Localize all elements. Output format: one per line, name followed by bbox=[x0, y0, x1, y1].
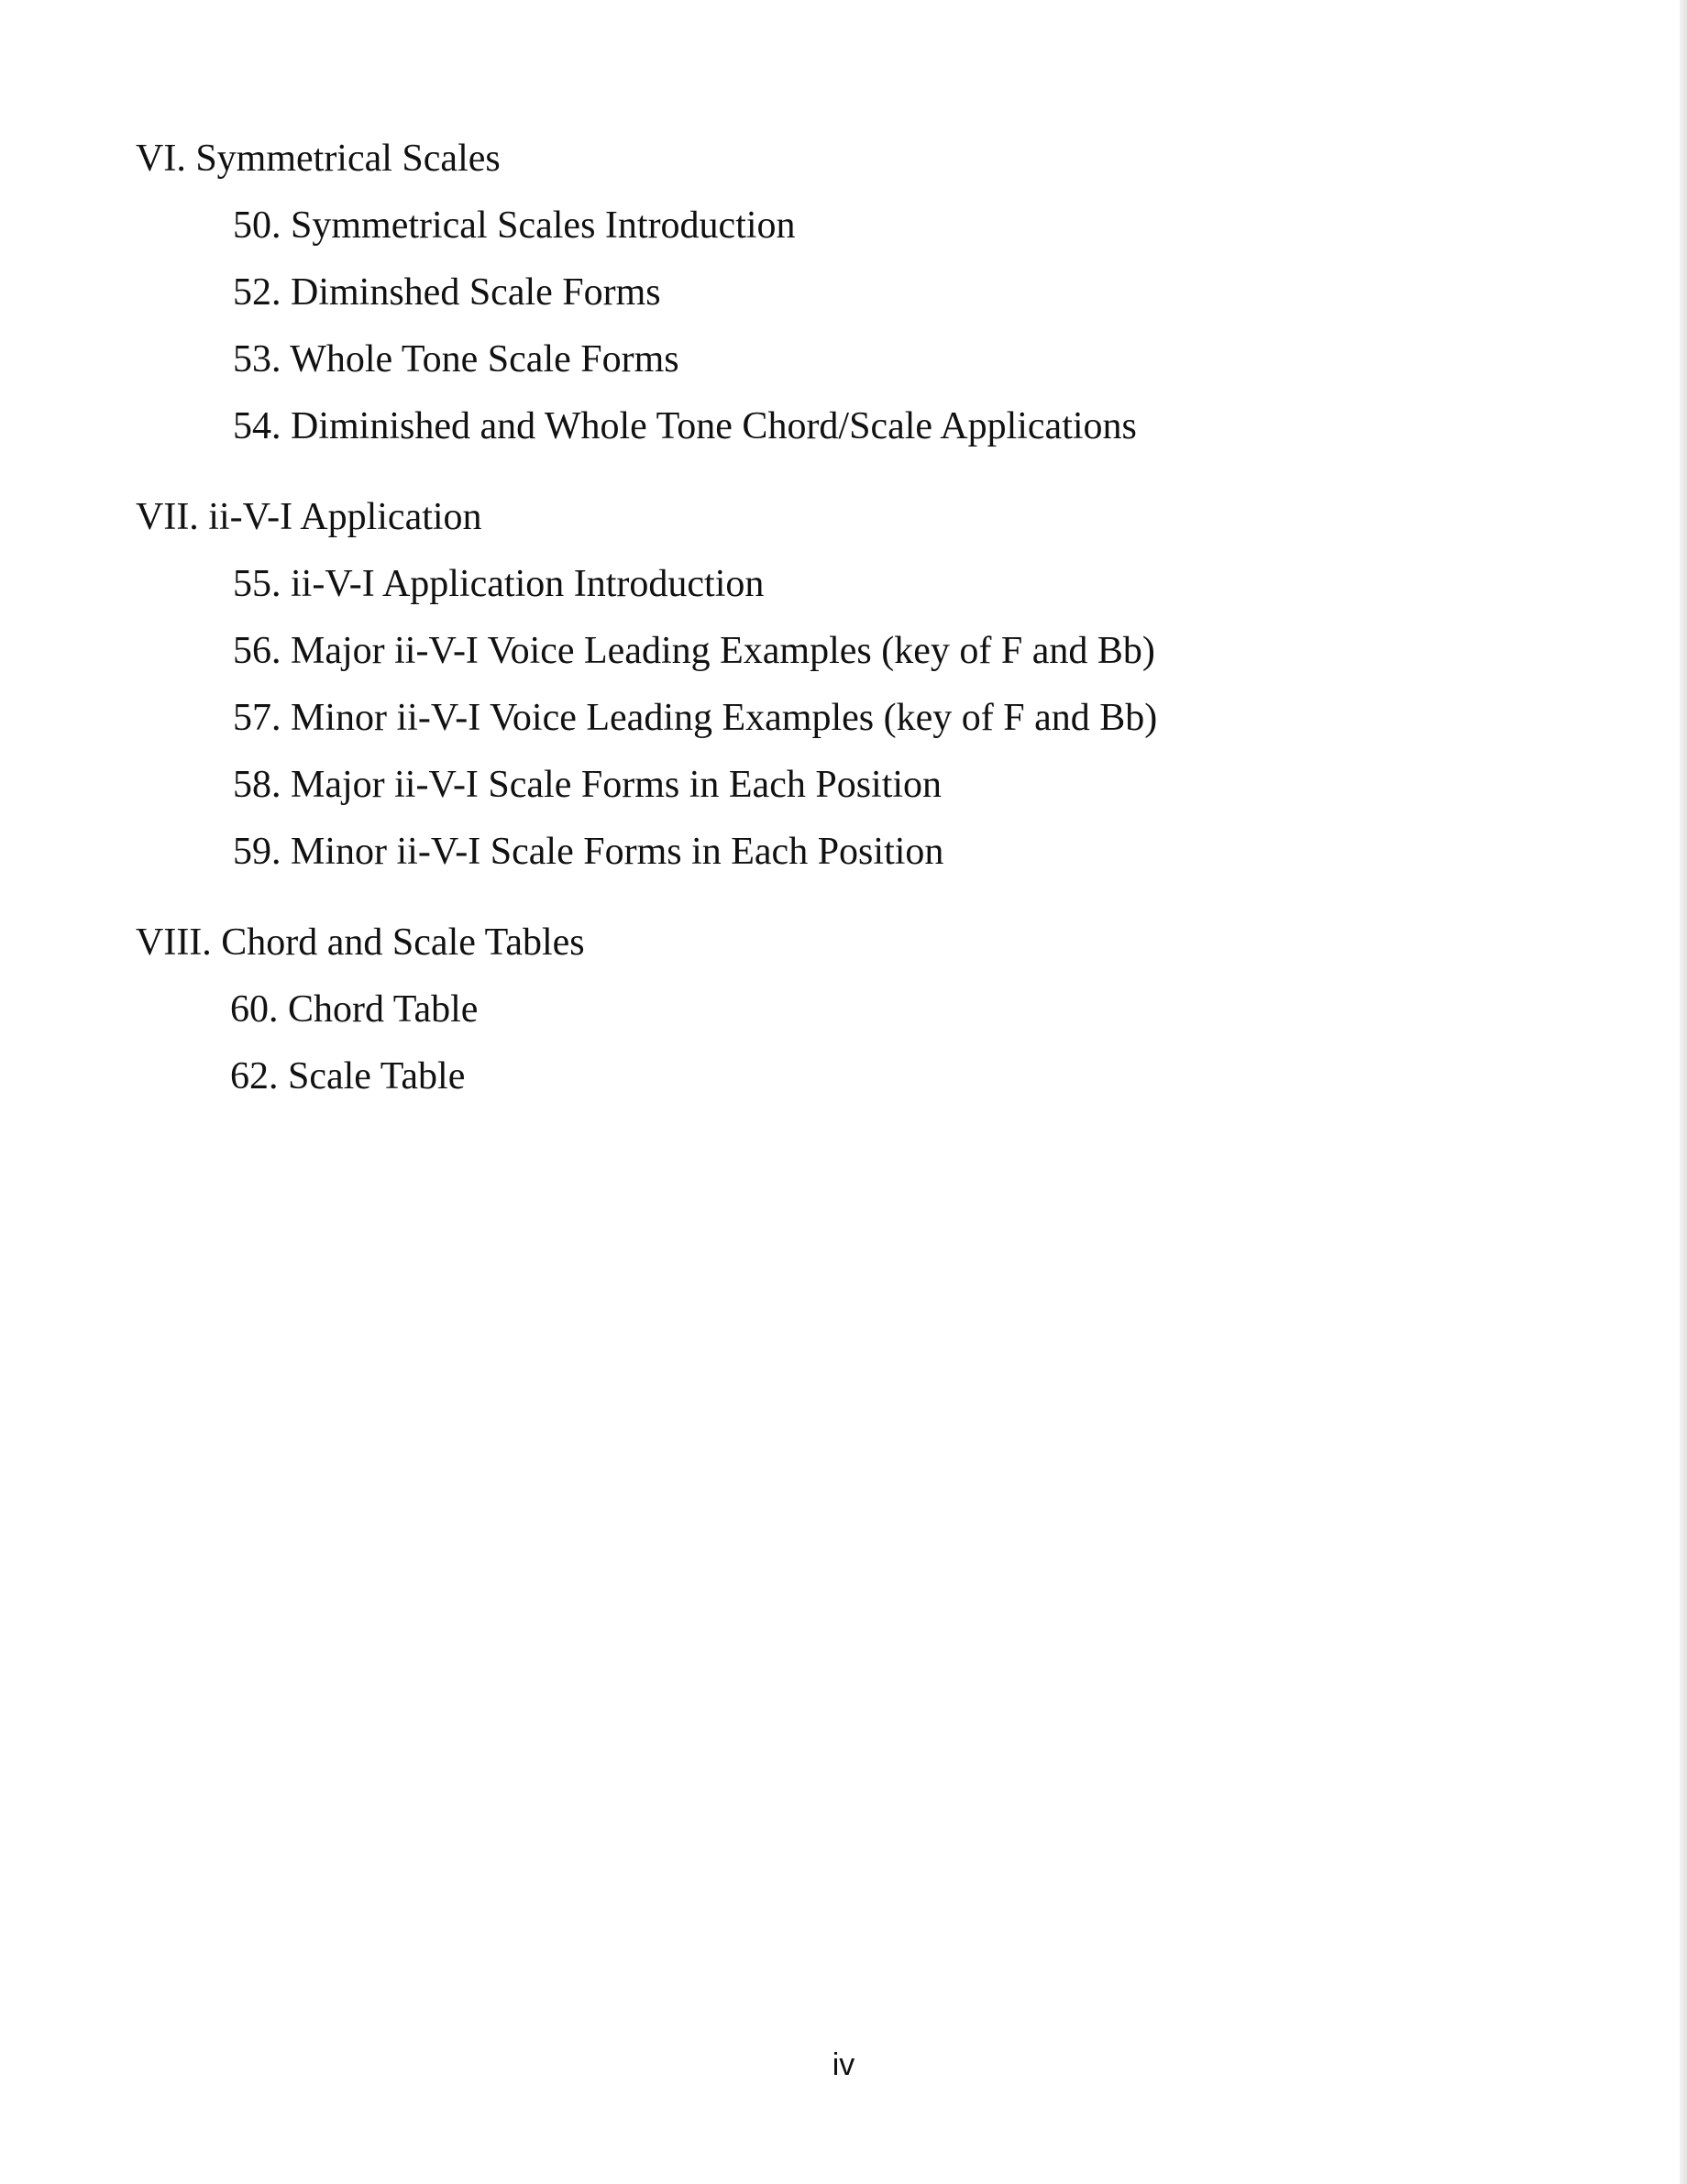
toc-entry: 57. Minor ii-V-I Voice Leading Examples (key of F and Bb) bbox=[233, 697, 1158, 739]
toc-entry: 60. Chord Table bbox=[230, 988, 479, 1031]
section-title-vii: VII. ii-V-I Application bbox=[136, 496, 482, 538]
toc-entry: 55. ii-V-I Application Introduction bbox=[233, 563, 765, 605]
toc-entry: 50. Symmetrical Scales Introduction bbox=[233, 204, 796, 247]
page-edge-shadow bbox=[1680, 0, 1687, 2184]
toc-entry: 56. Major ii-V-I Voice Leading Examples (key of F and Bb) bbox=[233, 630, 1155, 672]
section-title-vi: VI. Symmetrical Scales bbox=[136, 138, 501, 180]
page-number: iv bbox=[832, 2047, 855, 2082]
toc-entry: 59. Minor ii-V-I Scale Forms in Each Position bbox=[233, 831, 944, 873]
section-title-viii: VIII. Chord and Scale Tables bbox=[136, 921, 585, 964]
toc-entry: 58. Major ii-V-I Scale Forms in Each Position bbox=[233, 764, 943, 806]
toc-entry: 52. Diminshed Scale Forms bbox=[233, 271, 661, 314]
toc-entry: 62. Scale Table bbox=[230, 1055, 466, 1098]
toc-entry: 53. Whole Tone Scale Forms bbox=[233, 338, 679, 381]
toc-entry: 54. Diminished and Whole Tone Chord/Scale Applications bbox=[233, 405, 1137, 447]
